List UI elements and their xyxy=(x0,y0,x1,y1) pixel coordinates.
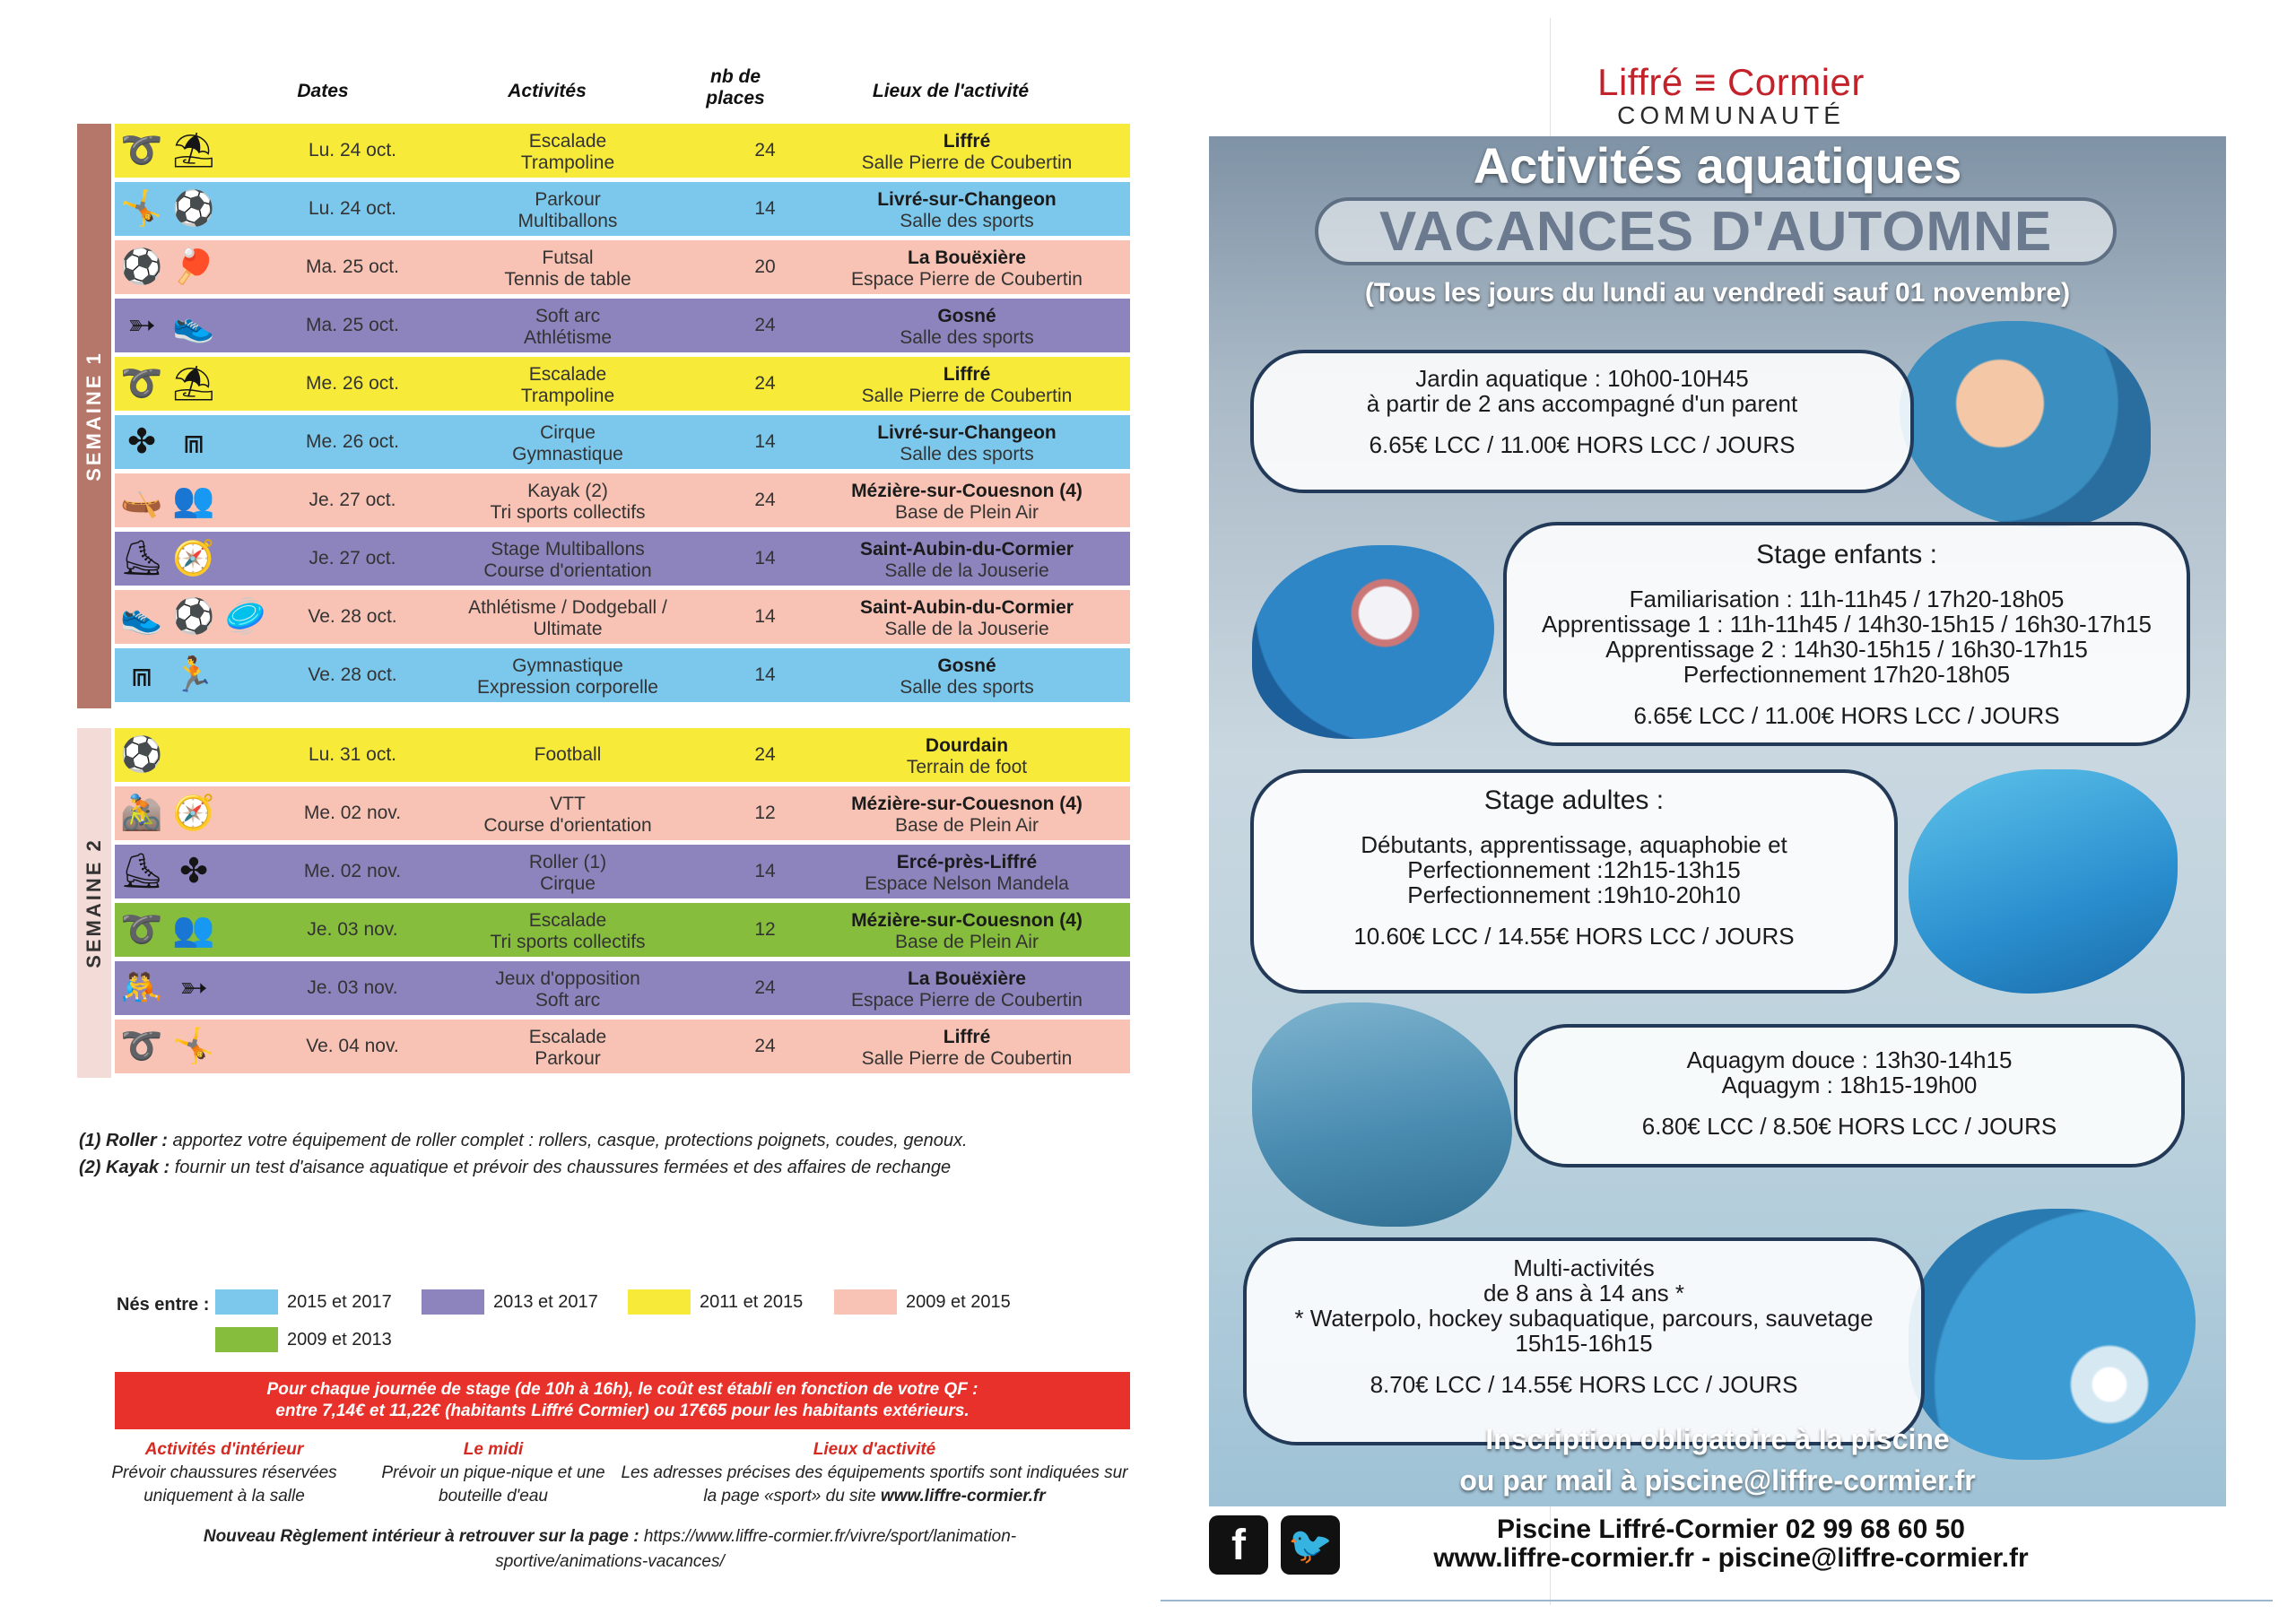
week-1-bar xyxy=(77,124,111,708)
activity-icons xyxy=(118,187,276,230)
climbing-rope-icon: ➰ xyxy=(120,1028,163,1065)
legend-swatch xyxy=(834,1289,897,1315)
activity-names xyxy=(438,364,698,407)
location-venue: Espace Nelson Mandela xyxy=(865,873,1069,894)
location-venue: Salle des sports xyxy=(900,677,1034,698)
legend-swatch xyxy=(215,1327,278,1352)
location-town: Liffré xyxy=(943,1027,991,1047)
info-lieux-title: Lieux d'activité xyxy=(813,1440,936,1459)
aquagym-box: Aquagym douce : 13h30-14h15 Aquagym : 18h15-19h00 6.80€ LCC / 8.50€ HORS LCC / JOURS xyxy=(1514,1024,2185,1167)
location-town: Saint-Aubin-du-Cormier xyxy=(860,539,1074,560)
price: 6.65€ LCC / 11.00€ HORS LCC / JOURS xyxy=(1633,702,2060,729)
legend-swatch xyxy=(422,1289,484,1315)
activity-name-2: Trampoline xyxy=(520,386,615,406)
adult-swim-photo xyxy=(1909,769,2178,994)
activity-date: Je. 03 nov. xyxy=(307,977,398,998)
soccer-ball-icon: ⚽ xyxy=(120,248,163,286)
nb-places: 24 xyxy=(754,140,776,161)
activity-name-1: Escalade xyxy=(528,364,607,385)
info-midi-text: Prévoir un pique-nique et une bouteille d'eau xyxy=(381,1463,605,1506)
activity-icons xyxy=(118,733,276,777)
location-venue: Terrain de foot xyxy=(906,757,1028,777)
trampoline-icon: ⛱ xyxy=(171,132,216,169)
activity-row xyxy=(115,415,1130,469)
pommel-horse-icon: ⩎ xyxy=(132,656,152,694)
activity-names xyxy=(438,131,698,174)
activity-icons xyxy=(118,421,276,464)
arrow-icon: ➳ xyxy=(179,969,208,1007)
activity-name-1: Kayak (2) xyxy=(527,481,608,501)
week-1-label: SEMAINE 1 xyxy=(83,351,105,482)
activity-row xyxy=(115,532,1130,586)
price: 8.70€ LCC / 14.55€ HORS LCC / JOURS xyxy=(1370,1371,1798,1398)
activity-name-2: Course d'orientation xyxy=(483,560,652,581)
ping-pong-icon: 🏓 xyxy=(172,248,215,286)
info-interior xyxy=(108,1438,341,1508)
header-activities: Activités xyxy=(508,81,587,101)
activity-icons xyxy=(118,479,276,522)
activity-icons xyxy=(118,792,276,835)
activity-row xyxy=(115,648,1130,702)
info-interior-text: Prévoir chaussures réservées uniquement à la salle xyxy=(111,1463,337,1506)
location-venue: Salle des sports xyxy=(900,444,1034,464)
nb-places: 14 xyxy=(754,664,776,685)
activity-date: Me. 02 nov. xyxy=(303,803,402,823)
legend-item xyxy=(628,1289,803,1315)
activity-row xyxy=(115,124,1130,178)
activity-row xyxy=(115,1020,1130,1073)
location-venue: Espace Pierre de Coubertin xyxy=(851,990,1083,1011)
week-2-bar xyxy=(77,728,111,1078)
info-lieux-text: Les adresses précises des équipements sportifs sont indiquées sur la page «sport» du site www.liffre-cormier.fr xyxy=(621,1463,1128,1506)
sneaker-icon: 👟 xyxy=(120,598,163,636)
location-town: Gosné xyxy=(937,306,996,326)
team-icon: 👥 xyxy=(172,482,215,519)
nb-places: 24 xyxy=(754,1036,776,1056)
activity-names xyxy=(438,247,698,291)
logo xyxy=(1578,63,1883,129)
activity-row xyxy=(115,240,1130,294)
logo-community: COMMUNAUTÉ xyxy=(1617,101,1845,129)
activity-row xyxy=(115,357,1130,411)
activity-location xyxy=(814,189,1119,232)
location-venue: Base de Plein Air xyxy=(895,502,1039,523)
activity-row xyxy=(115,903,1130,957)
nb-places: 14 xyxy=(754,861,776,881)
contact-block xyxy=(1372,1515,2090,1573)
stage-enfants-box: Stage enfants : Familiarisation : 11h-11h45 / 17h20-18h05 Apprentissage 1 : 11h-11h45 / 14h30-15h15 / 16h30-17h15 Apprentissage 2 : 14h30-15h15 / 16h30-17h15 Perfectionnement 17h20-18h05 6.65€ LCC / 11.00€ HORS LCC / JOURS xyxy=(1503,522,2190,746)
info-midi xyxy=(377,1438,610,1508)
nb-places: 14 xyxy=(754,606,776,627)
location-venue: Base de Plein Air xyxy=(895,932,1039,952)
activity-location xyxy=(814,481,1119,524)
footnote-roller: (1) Roller : apportez votre équipement de roller complet : rollers, casque, protections poignets, coudes, genoux. xyxy=(79,1131,968,1150)
activity-name-1: Escalade xyxy=(528,910,607,931)
activity-row xyxy=(115,590,1130,644)
activity-names xyxy=(438,422,698,465)
activity-names xyxy=(438,189,698,232)
header-lieux: Lieux de l'activité xyxy=(872,81,1030,101)
activity-row xyxy=(115,845,1130,898)
kids-swim-photo xyxy=(1252,545,1494,739)
roller-icon: ⛸ xyxy=(119,540,164,577)
header-dates: Dates xyxy=(297,81,349,101)
activity-icons xyxy=(118,362,276,405)
location-town: Livré-sur-Changeon xyxy=(877,422,1057,443)
dance-icon: 🏃 xyxy=(172,656,215,694)
activity-name-2: Cirque xyxy=(540,873,596,894)
nb-places: 24 xyxy=(754,315,776,335)
activity-name-2: Multiballons xyxy=(517,211,618,231)
activity-icons xyxy=(118,908,276,951)
activity-names xyxy=(438,794,698,837)
age-legend xyxy=(117,1289,1103,1361)
price: 6.80€ LCC / 8.50€ HORS LCC / JOURS xyxy=(1641,1113,2057,1140)
nb-places: 20 xyxy=(754,256,776,277)
location-venue: Salle de la Jouserie xyxy=(884,560,1049,581)
activity-date: Ve. 04 nov. xyxy=(306,1036,399,1056)
activity-names xyxy=(438,597,698,640)
activity-names xyxy=(438,852,698,895)
activity-icons xyxy=(118,595,276,638)
activity-date: Ve. 28 oct. xyxy=(308,664,397,685)
activity-name-2: Soft arc xyxy=(535,990,601,1011)
inscription-email[interactable]: ou par mail à piscine@liffre-cormier.fr xyxy=(1459,1464,1976,1497)
nb-places: 24 xyxy=(754,490,776,510)
legend-label: 2009 et 2013 xyxy=(287,1329,392,1350)
activity-name-2: Trampoline xyxy=(520,152,615,173)
poster-title: Activités aquatiques xyxy=(1473,137,1962,194)
legend-swatch xyxy=(215,1289,278,1315)
activity-date: Me. 02 nov. xyxy=(303,861,402,881)
contact-phone: Piscine Liffré-Cormier 02 99 68 60 50 xyxy=(1497,1515,1965,1544)
activity-row xyxy=(115,182,1130,236)
legend-item xyxy=(215,1289,392,1315)
twitter-icon[interactable]: 🐦 xyxy=(1281,1515,1340,1575)
activity-location xyxy=(814,910,1119,953)
pommel-horse-icon: ⩎ xyxy=(184,423,204,461)
activity-names xyxy=(438,910,698,953)
location-town: Mézière-sur-Couesnon (4) xyxy=(851,794,1083,814)
parkour-icon: 🤸 xyxy=(120,190,163,228)
activity-date: Je. 03 nov. xyxy=(307,919,398,940)
poster-subtitle: VACANCES D'AUTOMNE xyxy=(1315,197,2117,265)
location-town: Gosné xyxy=(937,655,996,676)
soccer-ball-icon: ⚽ xyxy=(120,736,163,774)
activity-name-1: Parkour xyxy=(535,189,601,210)
activity-date: Ve. 28 oct. xyxy=(308,606,397,627)
aquatic-poster xyxy=(1209,136,2226,1506)
logo-name: Liffré ≡ Cormier xyxy=(1597,61,1865,103)
activity-date: Me. 26 oct. xyxy=(306,373,399,394)
location-town: Mézière-sur-Couesnon (4) xyxy=(851,910,1083,931)
poster-days: (Tous les jours du lundi au vendredi sauf 01 novembre) xyxy=(1364,278,2071,308)
wrestling-icon: 🤼 xyxy=(120,969,163,1007)
reglement-url[interactable]: https://www.liffre-cormier.fr/vivre/sport/lanimation-sportive/animations-vacances/ xyxy=(495,1527,1017,1571)
activity-name-1: Football xyxy=(534,744,602,765)
juggling-icon: ✤ xyxy=(179,853,208,890)
legend-label: 2011 et 2015 xyxy=(700,1291,804,1312)
activity-names xyxy=(438,539,698,582)
parkour-icon: 🤸 xyxy=(172,1028,215,1065)
jardin-aquatique-box: Jardin aquatique : 10h00-10H45 à partir de 2 ans accompagné d'un parent 6.65€ LCC / 11.00€ HORS LCC / JOURS xyxy=(1250,350,1914,493)
nb-places: 24 xyxy=(754,373,776,394)
activity-name-1: Stage Multiballons xyxy=(491,539,645,560)
nb-places: 14 xyxy=(754,198,776,219)
cost-line-1: Pour chaque journée de stage (de 10h à 16h), le coût est établi en fonction de votre QF : xyxy=(266,1380,978,1399)
activity-location xyxy=(814,422,1119,465)
activity-date: Ma. 25 oct. xyxy=(306,256,399,277)
activity-name-1: Roller (1) xyxy=(528,852,607,872)
climbing-rope-icon: ➰ xyxy=(120,132,163,169)
nb-places: 12 xyxy=(754,919,776,940)
box-heading: Stage adultes : xyxy=(1483,785,1665,815)
activity-location xyxy=(814,794,1119,837)
activity-names xyxy=(438,968,698,1011)
activity-name-1: Escalade xyxy=(528,131,607,152)
activity-name-2: Tri sports collectifs xyxy=(490,932,646,952)
activity-date: Je. 27 oct. xyxy=(309,548,396,568)
location-venue: Salle Pierre de Coubertin xyxy=(861,386,1073,406)
location-town: Dourdain xyxy=(925,735,1009,756)
legend-title: Nés entre : xyxy=(117,1295,210,1315)
activity-icons xyxy=(118,654,276,697)
activity-name-1: Futsal xyxy=(542,247,594,268)
activity-name-2: Course d'orientation xyxy=(483,815,652,836)
nb-places: 24 xyxy=(754,744,776,765)
site-link[interactable]: www.liffre-cormier.fr xyxy=(880,1487,1046,1506)
activity-location xyxy=(814,1027,1119,1070)
activity-date: Lu. 31 oct. xyxy=(308,744,397,765)
frisbee-icon: 🥏 xyxy=(224,598,267,636)
cost-line-2: entre 7,14€ et 11,22€ (habitants Liffré Cormier) ou 17€65 pour les habitants extérieurs. xyxy=(275,1402,970,1420)
activity-row xyxy=(115,299,1130,352)
compass-icon: 🧭 xyxy=(172,540,215,577)
cost-banner xyxy=(115,1372,1130,1429)
nb-places: 14 xyxy=(754,431,776,452)
location-town: Ercé-près-Liffré xyxy=(896,852,1038,872)
inscription-note: Inscription obligatoire à la piscine ou par mail à piscine@liffre-cormier.fr xyxy=(1209,1419,2226,1501)
activity-names xyxy=(438,481,698,524)
multi-activites-box: Multi-activités de 8 ans à 14 ans * * Waterpolo, hockey subaquatique, parcours, sauvetage 15h15-16h15 8.70€ LCC / 14.55€ HORS LCC / JOURS xyxy=(1243,1237,1925,1445)
legend-item xyxy=(422,1289,598,1315)
location-town: Liffré xyxy=(943,131,991,152)
nb-places: 14 xyxy=(754,548,776,568)
activity-name-2: Tennis de table xyxy=(504,269,631,290)
activity-row xyxy=(115,728,1130,782)
activity-name-1: VTT xyxy=(550,794,586,814)
bottom-rule xyxy=(1161,1600,2273,1601)
mountain-bike-icon: 🚵 xyxy=(120,794,163,832)
location-venue: Salle Pierre de Coubertin xyxy=(861,152,1073,173)
price: 10.60€ LCC / 14.55€ HORS LCC / JOURS xyxy=(1353,923,1795,950)
activity-icons xyxy=(118,1025,276,1068)
activity-location xyxy=(814,968,1119,1011)
compass-icon: 🧭 xyxy=(172,794,215,832)
kayak-icon: 🛶 xyxy=(120,482,163,519)
location-town: La Bouëxière xyxy=(908,968,1026,989)
activity-location xyxy=(814,247,1119,291)
location-venue: Salle des sports xyxy=(900,327,1034,348)
location-venue: Salle Pierre de Coubertin xyxy=(861,1048,1073,1069)
roller-icon: ⛸ xyxy=(119,853,164,890)
week-2-label: SEMAINE 2 xyxy=(83,838,105,968)
footnote-kayak: (2) Kayak : fournir un test d'aisance aquatique et prévoir des chaussures fermées et des affaires de rechange xyxy=(79,1158,952,1177)
trampoline-icon: ⛱ xyxy=(171,365,216,403)
price: 6.65€ LCC / 11.00€ HORS LCC / JOURS xyxy=(1369,431,1796,458)
activity-name-2: Athlétisme xyxy=(523,327,613,348)
activity-icons xyxy=(118,537,276,580)
activity-date: Lu. 24 oct. xyxy=(308,140,397,161)
nb-places: 24 xyxy=(754,977,776,998)
location-venue: Salle de la Jouserie xyxy=(884,619,1049,639)
climbing-rope-icon: ➰ xyxy=(120,911,163,949)
facebook-icon[interactable]: f xyxy=(1209,1515,1268,1575)
activity-icons xyxy=(118,850,276,893)
baby-swim-photo xyxy=(1900,321,2151,527)
activity-location xyxy=(814,131,1119,174)
activity-date: Je. 27 oct. xyxy=(309,490,396,510)
activity-icons xyxy=(118,246,276,289)
location-town: Livré-sur-Changeon xyxy=(877,189,1057,210)
activity-location xyxy=(814,364,1119,407)
activity-name-1: Athlétisme / Dodgeball / xyxy=(468,597,667,618)
legend-label: 2009 et 2015 xyxy=(906,1291,1011,1312)
sneaker-icon: 👟 xyxy=(172,307,215,344)
activity-name-1: Cirque xyxy=(540,422,596,443)
activity-location xyxy=(814,735,1119,778)
footnotes xyxy=(79,1127,1110,1181)
box-heading: Stage enfants : xyxy=(1756,540,1937,569)
location-town: Saint-Aubin-du-Cormier xyxy=(860,597,1074,618)
info-interior-title: Activités d'intérieur xyxy=(144,1440,304,1459)
activity-name-2: Tri sports collectifs xyxy=(490,502,646,523)
activity-names xyxy=(438,655,698,699)
activity-name-2: Parkour xyxy=(535,1048,601,1069)
activity-name-2: Expression corporelle xyxy=(477,677,658,698)
activity-row xyxy=(115,961,1130,1015)
team-icon: 👥 xyxy=(172,911,215,949)
contact-web-mail[interactable]: www.liffre-cormier.fr - piscine@liffre-cormier.fr xyxy=(1433,1543,2029,1573)
activity-icons xyxy=(118,967,276,1010)
activity-name-2: Ultimate xyxy=(533,619,603,639)
activity-location xyxy=(814,539,1119,582)
juggling-icon: ✤ xyxy=(127,423,156,461)
legend-label: 2013 et 2017 xyxy=(493,1291,598,1312)
activity-date: Lu. 24 oct. xyxy=(308,198,397,219)
activity-name-1: Jeux d'opposition xyxy=(495,968,640,989)
activity-icons xyxy=(118,304,276,347)
activity-name-1: Soft arc xyxy=(535,306,601,326)
location-venue: Base de Plein Air xyxy=(895,815,1039,836)
activity-location xyxy=(814,852,1119,895)
activity-date: Ma. 25 oct. xyxy=(306,315,399,335)
location-town: La Bouëxière xyxy=(908,247,1026,268)
activity-name-1: Escalade xyxy=(528,1027,607,1047)
legend-item xyxy=(215,1327,392,1352)
climbing-rope-icon: ➰ xyxy=(120,365,163,403)
activity-name-2: Gymnastique xyxy=(512,444,623,464)
legend-label: 2015 et 2017 xyxy=(287,1291,392,1312)
legend-item xyxy=(834,1289,1011,1315)
arrow-icon: ➳ xyxy=(127,307,156,344)
activity-names xyxy=(438,306,698,349)
activity-names xyxy=(438,744,698,766)
dodgeball-icon: ⚽ xyxy=(172,598,215,636)
activity-date: Me. 26 oct. xyxy=(306,431,399,452)
activity-row xyxy=(115,786,1130,840)
location-town: Liffré xyxy=(943,364,991,385)
activity-location xyxy=(814,655,1119,699)
reglement-line: Nouveau Règlement intérieur à retrouver sur la page : https://www.liffre-cormier.fr/vivre/sport/lanimation-sportive/animations-vacances/ xyxy=(203,1527,1017,1571)
legend-swatch xyxy=(628,1289,691,1315)
activity-location xyxy=(814,597,1119,640)
info-lieux xyxy=(619,1438,1130,1508)
aquagym-photo xyxy=(1252,1002,1512,1227)
activity-name-1: Gymnastique xyxy=(512,655,623,676)
header-nb-places: nb de places xyxy=(706,66,765,108)
location-venue: Espace Pierre de Coubertin xyxy=(851,269,1083,290)
stage-adultes-box: Stage adultes : Débutants, apprentissage, aquaphobie et Perfectionnement :12h15-13h15 Perfectionnement :19h10-20h10 10.60€ LCC / 14.55€ HORS LCC / JOURS xyxy=(1250,769,1898,994)
activity-row xyxy=(115,473,1130,527)
location-venue: Salle des sports xyxy=(900,211,1034,231)
activity-names xyxy=(438,1027,698,1070)
info-midi-title: Le midi xyxy=(463,1440,524,1459)
activity-icons xyxy=(118,129,276,172)
activity-location xyxy=(814,306,1119,349)
multiballons-icon: ⚽ xyxy=(172,190,215,228)
nb-places: 12 xyxy=(754,803,776,823)
location-town: Mézière-sur-Couesnon (4) xyxy=(851,481,1083,501)
